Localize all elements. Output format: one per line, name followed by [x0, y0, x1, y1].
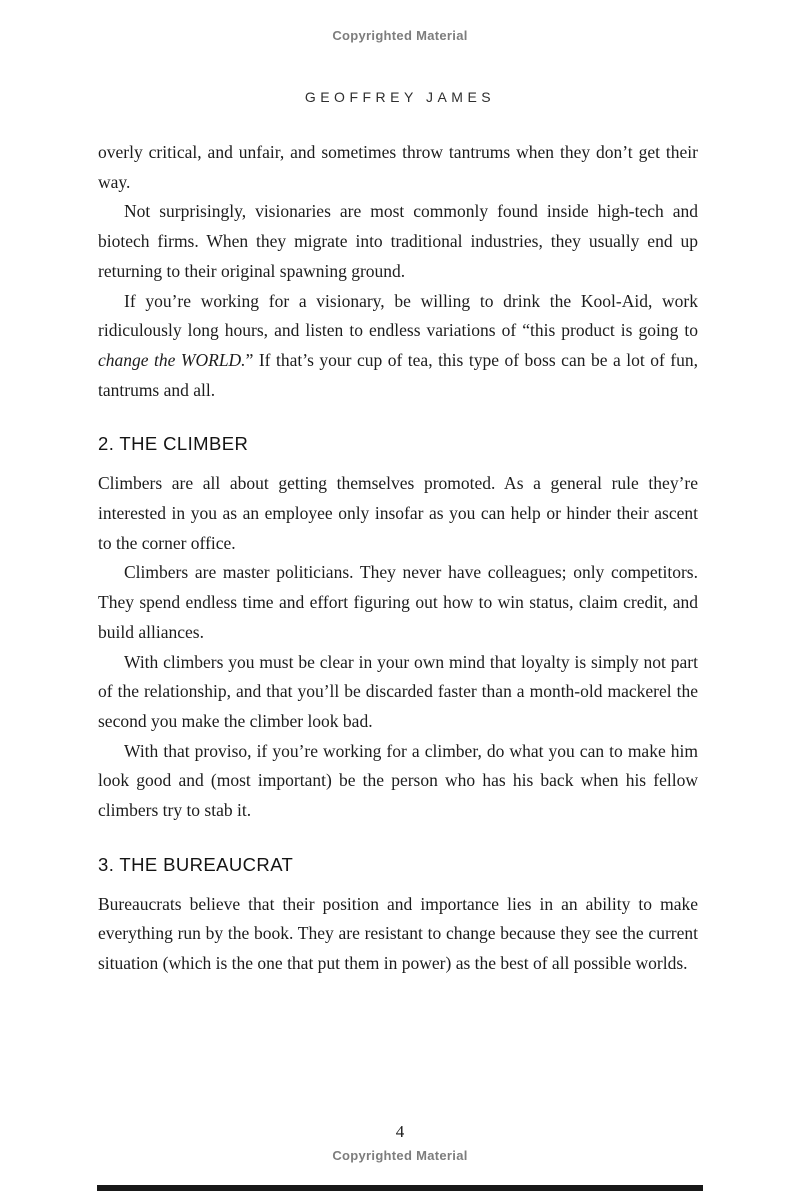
copyright-notice-bottom: Copyrighted Material: [332, 1148, 468, 1163]
paragraph: Climbers are master politicians. They never have colleagues; only competitors. They spend endless time and effort figuring out how to win status, claim credit, and build alliances.: [98, 562, 698, 642]
copyright-notice-top: Copyrighted Material: [332, 28, 468, 43]
section-heading: 2. THE CLIMBER: [98, 433, 249, 455]
page-number: 4: [395, 1122, 405, 1141]
paragraph: Bureaucrats believe that their position and importance lies in an ability to make everything run by the book. They are resistant to change because they see the current situation (which is the one that put them in power) as the best of all possible worlds.: [98, 893, 698, 974]
paragraph: With that proviso, if you’re working for a climber, do what you can to make him look good and (most important) be the person who has his back when his fellow climbers try to stab it.: [98, 740, 698, 821]
section-heading: 3. THE BUREAUCRAT: [98, 853, 294, 875]
book-body: [98, 138, 698, 979]
paragraph: With climbers you must be clear in your own mind that loyalty is simply not part of the relationship, and that you’ll be discarded faster than a month-old mackerel the second you make the climber look bad.: [98, 651, 698, 731]
page-edge-bar: [97, 1185, 703, 1191]
paragraph: Not surprisingly, visionaries are most commonly found inside high-tech and biotech firms. When they migrate into traditional industries, they usually end up returning to their original spawning ground.: [98, 201, 698, 281]
author-running-header: GEOFFREY JAMES: [304, 89, 496, 105]
paragraph: Climbers are all about getting themselves promoted. As a general rule they’re interested in you as an employee only insofar as you can help or hinder their ascent to the corner office.: [98, 473, 698, 553]
paragraph: overly critical, and unfair, and sometimes throw tantrums when they don’t get their way.: [98, 142, 698, 192]
paragraph: If you’re working for a visionary, be willing to drink the Kool-Aid, work ridiculously long hours, and listen to endless variations of “this product is going to change the WORLD.” If that’s your cup of tea, this type of boss can be a lot of fun, tantrums and all.: [98, 290, 698, 400]
